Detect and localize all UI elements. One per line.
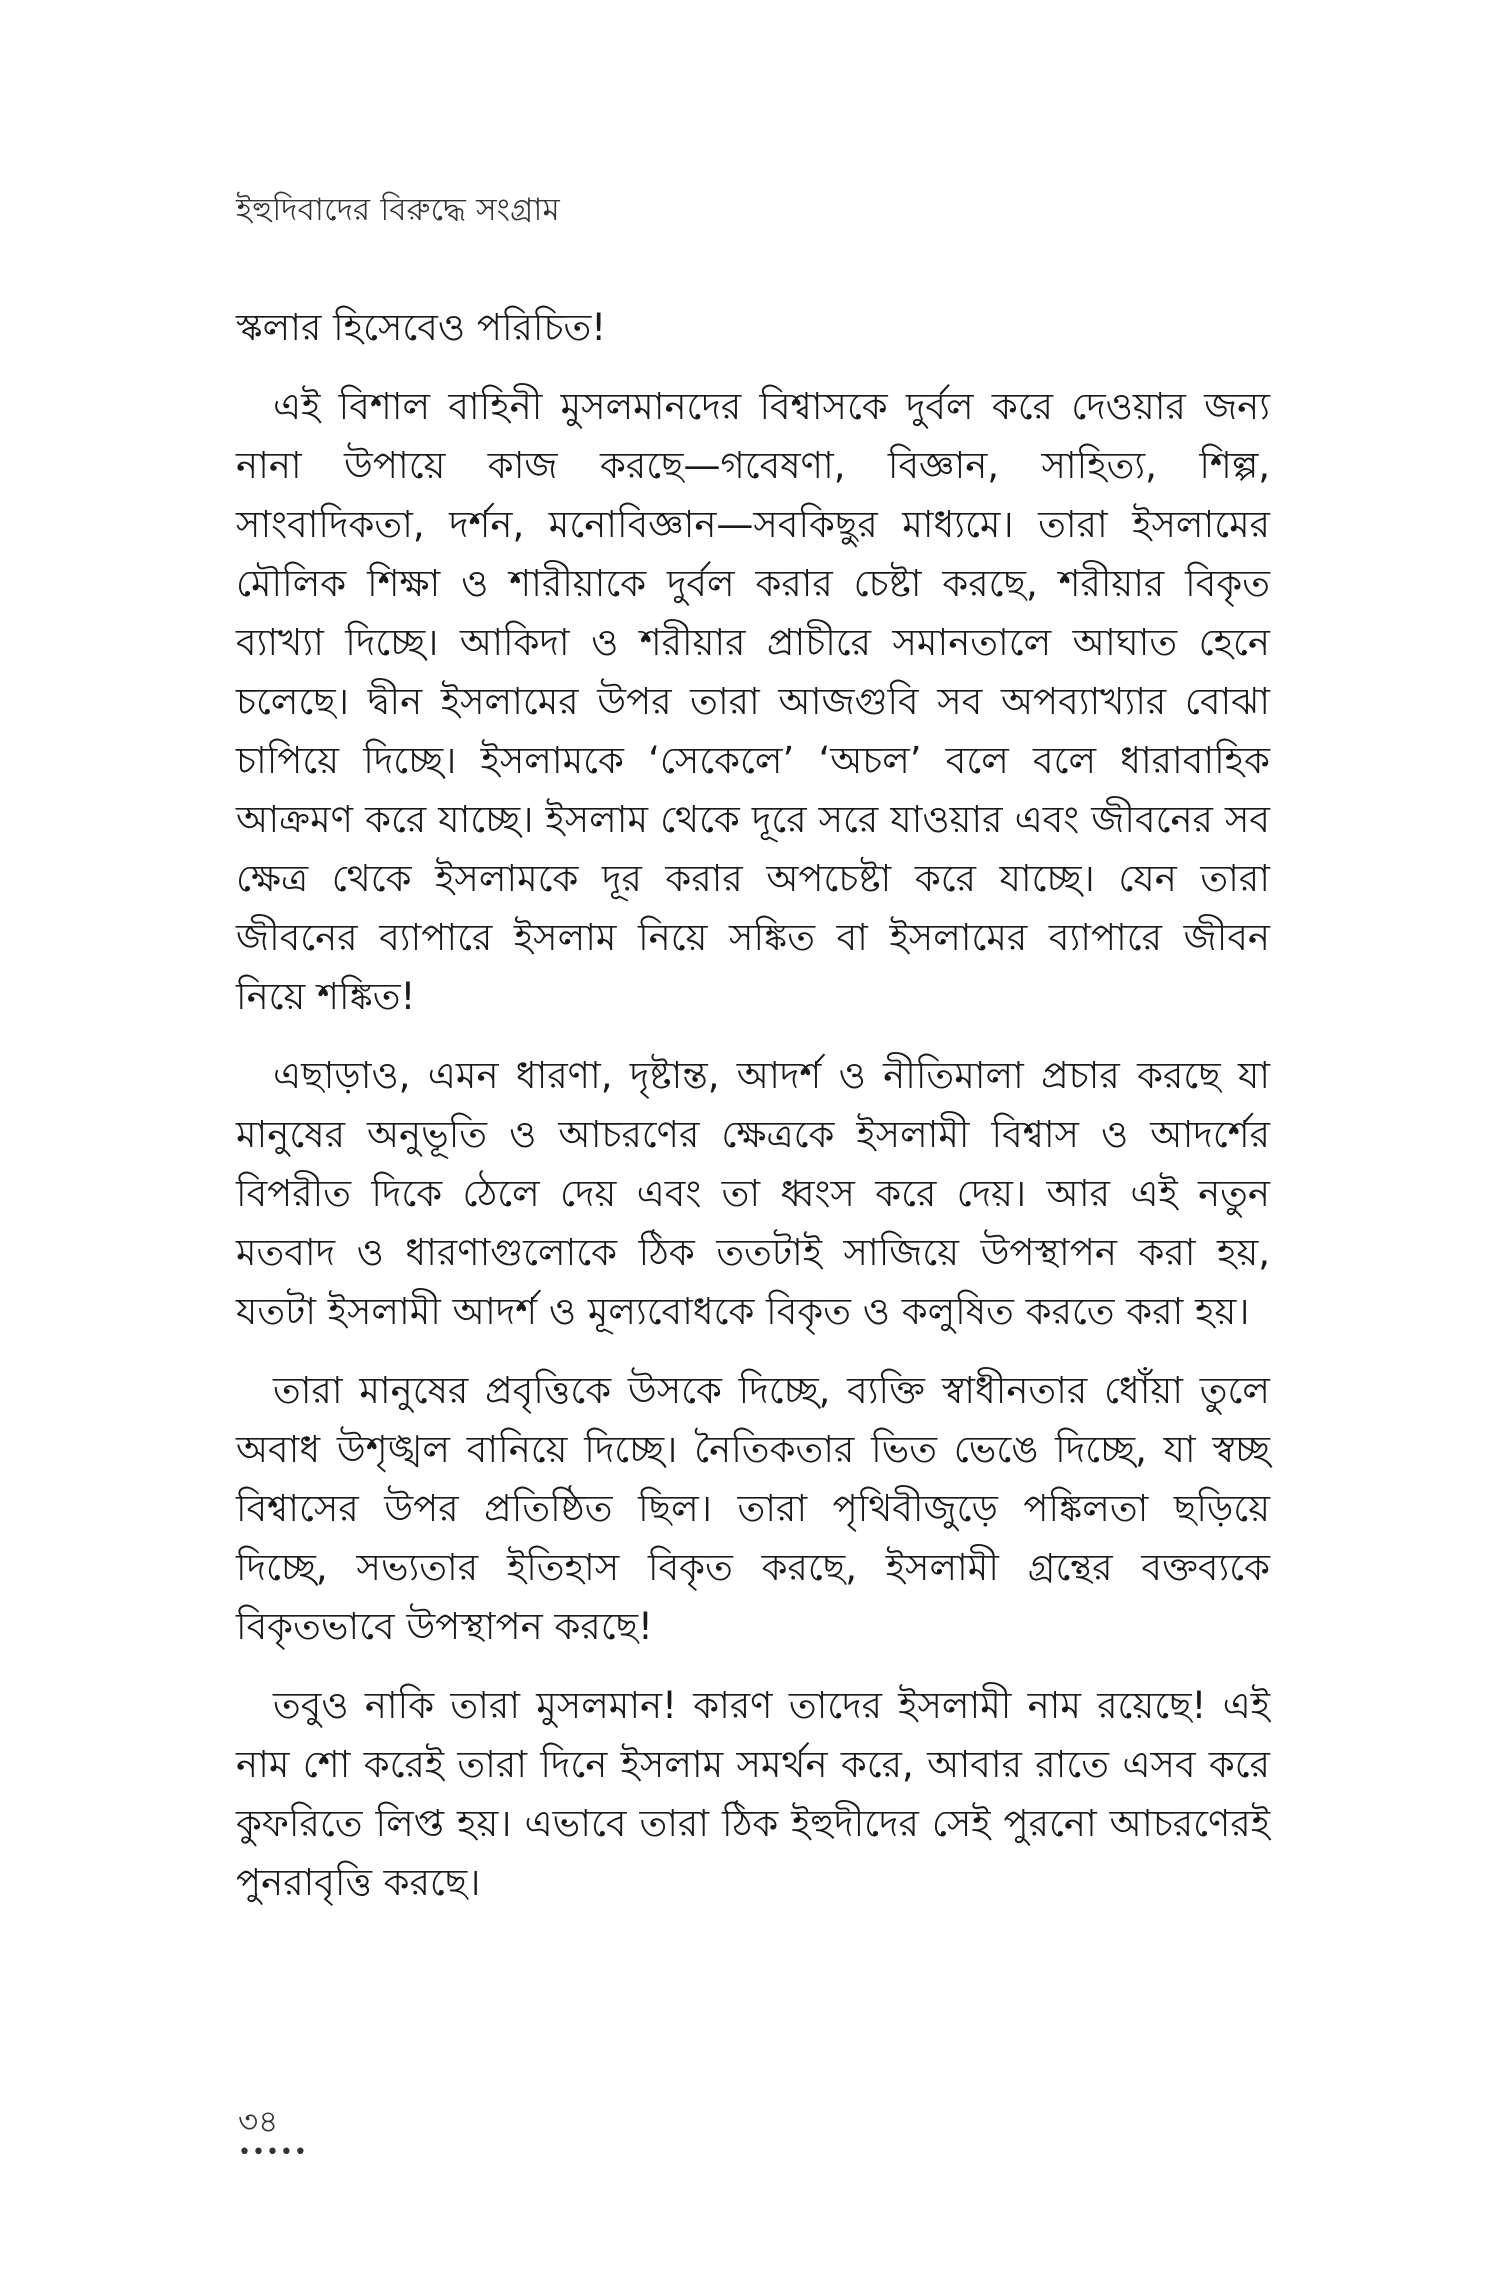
paragraph: তারা মানুষের প্রবৃত্তিকে উসকে দিচ্ছে, ব্যক্তি স্বাধীনতার ধোঁয়া তুলে অবাধ উশৃঙ্খল বানিয়ে দিচ্ছে। নৈতিকতার ভিত ভেঙে দিচ্ছে, যা স্বচ্ছ বিশ্বাসের উপর প্রতিষ্ঠিত ছিল। তারা পৃথিবীজুড়ে পঙ্কিলতা ছড়িয়ে দিচ্ছে, সভ্যতার ইতিহাস বিকৃত করছে, ইসলামী গ্রন্থের বক্তব্যকে বিকৃতভাবে উপস্থাপন করছে! xyxy=(236,1369,1270,1648)
page-number: ৩৪ xyxy=(238,2104,279,2140)
paragraph: তবুও নাকি তারা মুসলমান! কারণ তাদের ইসলামী নাম রয়েছে! এই নাম শো করেই তারা দিনে ইসলাম সমর্থন করে, আবার রাতে এসব করে কুফরিতে লিপ্ত হয়। এভাবে তারা ঠিক ইহুদীদের সেই পুরনো আচরণেরই পুনরাবৃত্তি করছে। xyxy=(236,1684,1270,1904)
paragraph: এছাড়াও, এমন ধারণা, দৃষ্টান্ত, আদর্শ ও নীতিমালা প্রচার করছে যা মানুষের অনুভূতি ও আচরণের ক্ষেত্রকে ইসলামী বিশ্বাস ও আদর্শের বিপরীত দিকে ঠেলে দেয় এবং তা ধ্বংস করে দেয়। আর এই নতুন মতবাদ ও ধারণাগুলোকে ঠিক ততটাই সাজিয়ে উপস্থাপন করা হয়, যতটা ইসলামী আদর্শ ও মূল্যবোধকে বিকৃত ও কলুষিত করতে করা হয়। xyxy=(236,1054,1270,1333)
folio-ornament: ••••• xyxy=(238,2140,308,2165)
running-head: ইহুদিবাদের বিরুদ্ধে সংগ্রাম xyxy=(236,192,560,228)
paragraph: এই বিশাল বাহিনী মুসলমানদের বিশ্বাসকে দুর্বল করে দেওয়ার জন্য নানা উপায়ে কাজ করছে—গবেষণা, বিজ্ঞান, সাহিত্য, শিল্প, সাংবাদিকতা, দর্শন, মনোবিজ্ঞান—সবকিছুর মাধ্যমে। তারা ইসলামের মৌলিক শিক্ষা ও শারীয়াকে দুর্বল করার চেষ্টা করছে, শরীয়ার বিকৃত ব্যাখ্যা দিচ্ছে। আকিদা ও শরীয়ার প্রাচীরে সমানতালে আঘাত হেনে চলেছে। দ্বীন ইসলামের উপর তারা আজগুবি সব অপব্যাখ্যার বোঝা চাপিয়ে দিচ্ছে। ইসলামকে ‘সেকেলে’ ‘অচল’ বলে বলে ধারাবাহিক আক্রমণ করে যাচ্ছে। ইসলাম থেকে দূরে সরে যাওয়ার এবং জীবনের সব ক্ষেত্র থেকে ইসলামকে দূর করার অপচেষ্টা করে যাচ্ছে। যেন তারা জীবনের ব্যাপারে ইসলাম নিয়ে সঙ্কিত বা ইসলামের ব্যাপারে জীবন নিয়ে শঙ্কিত! xyxy=(236,385,1270,1018)
body-text xyxy=(236,298,1270,1932)
paragraph: স্কলার হিসেবেও পরিচিত! xyxy=(236,306,607,349)
